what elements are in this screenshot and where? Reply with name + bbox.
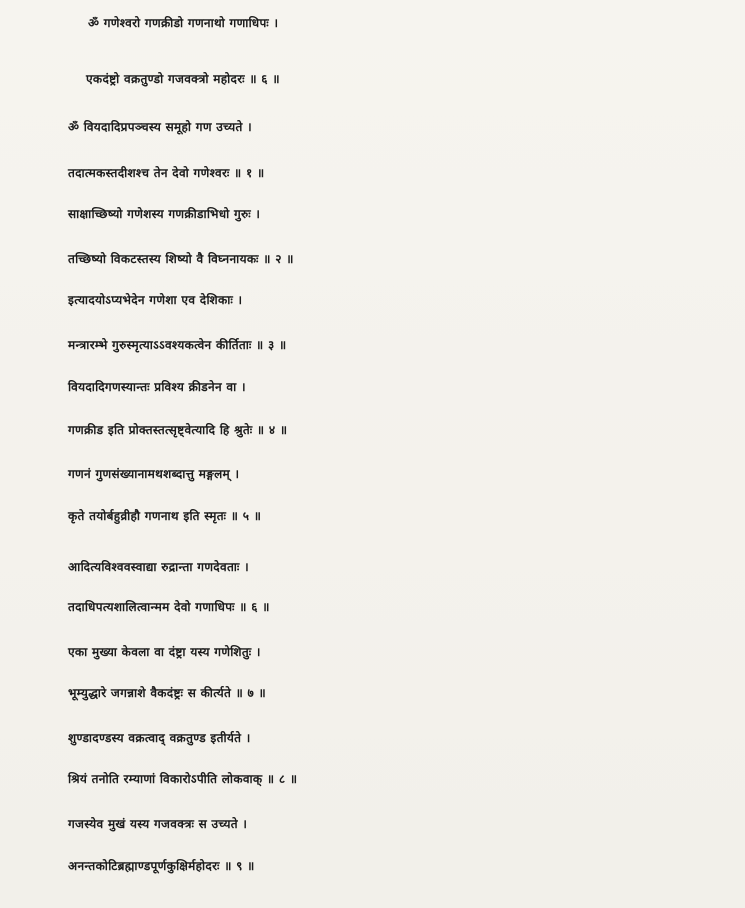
verse-line-11: गणनं गुणसंख्यानामथशब्दात्तु मङ्गलम् ।: [68, 467, 240, 481]
verse-line-12: कृते तयोर्बहुव्रीहौ गणनाथ इति स्मृतः ॥ ५ ॥: [68, 509, 262, 523]
verse-line-5: साक्षाच्छिष्यो गणेशस्य गणक्रीडाभिधो गुरुः ।: [68, 207, 261, 221]
verse-line-8: मन्त्रारम्भे गुरुस्मृत्याऽऽवश्यकत्वेन कीर्तिताः ॥ ३ ॥: [68, 338, 287, 352]
verse-line-15: एका मुख्या केवला वा दंष्ट्रा यस्य गणेशितुः ।: [68, 645, 261, 659]
verse-line-13: आदित्यविश्ववस्वाद्या रुद्रान्ता गणदेवताः ।: [68, 560, 249, 574]
verse-line-16: भूम्युद्धारे जगन्नाशे वैकदंष्ट्रः स कीर्त्यते ॥ ७ ॥: [68, 686, 267, 700]
verse-heading-line-1: ॐ गणेश्वरो गणक्रीडो गणनाथो गणाधिपः ।: [88, 16, 279, 30]
verse-line-3: ॐ वियदादिप्रपञ्चस्य समूहो गण उच्यते ।: [68, 120, 252, 134]
verse-line-10: गणक्रीड इति प्रोक्तस्तत्सृष्ट्वेत्यादि हि श्रुतेः ॥ ४ ॥: [68, 423, 288, 437]
verse-line-20: अनन्तकोटिब्रह्माण्डपूर्णकुक्षिर्महोदरः ॥ ९ ॥: [68, 859, 255, 873]
verse-line-9: वियदादिगणस्यान्तः प्रविश्य क्रीडनेन वा ।: [68, 380, 246, 394]
verse-line-6: तच्छिष्यो विकटस्तस्य शिष्यो वै विघ्ननायकः ॥ २ ॥: [68, 252, 294, 266]
verse-line-4: तदात्मकस्तदीशश्च तेन देवो गणेश्वरः ॥ १ ॥: [68, 166, 265, 180]
verse-heading-line-2: एकदंष्ट्रो वक्रतुण्डो गजवक्त्रो महोदरः ॥ ६ ॥: [86, 72, 280, 86]
verse-line-17: शुण्डादण्डस्य वक्रत्वाद् वक्रतुण्ड इतीर्यते ।: [68, 731, 251, 745]
verse-line-14: तदाधिपत्यशालित्वान्मम देवो गणाधिपः ॥ ६ ॥: [68, 600, 270, 614]
verse-line-7: इत्यादयोऽप्यभेदेन गणेशा एव देशिकाः ।: [68, 293, 243, 307]
verse-line-19: गजस्येव मुखं यस्य गजवक्त्रः स उच्यते ।: [68, 817, 248, 831]
verse-line-18: श्रियं तनोति रम्याणां विकारोऽपीति लोकवाक् ॥ ८ ॥: [68, 772, 298, 786]
